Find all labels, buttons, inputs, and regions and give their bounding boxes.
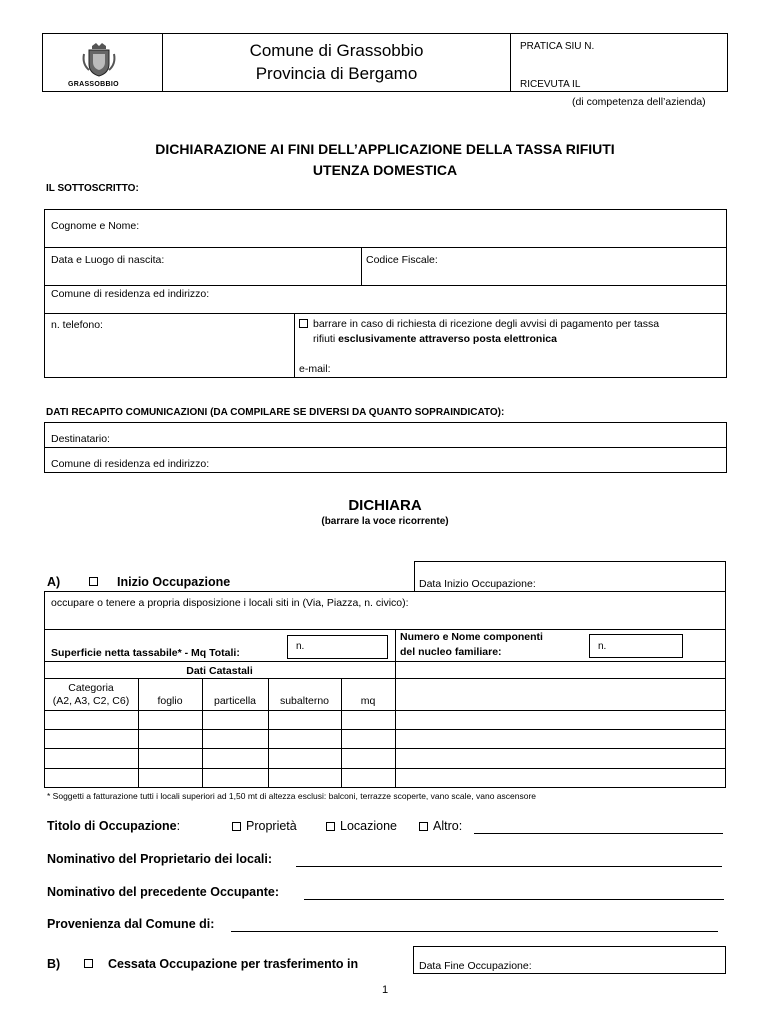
col-categoria: Categoria [68, 682, 114, 694]
telefono-field[interactable]: n. telefono: [51, 319, 103, 331]
proprieta-checkbox[interactable] [232, 822, 241, 831]
section-a-table [44, 591, 726, 788]
row-divider [44, 748, 726, 749]
section-a-letter: A) [47, 575, 61, 589]
form-title-line2: UTENZA DOMESTICA [312, 162, 458, 178]
provenienza-line[interactable] [231, 931, 718, 932]
logo-text: GRASSOBBIO [68, 81, 119, 88]
proprietario-line[interactable] [296, 866, 722, 867]
provenienza-label: Provenienza dal Comune di: [47, 917, 215, 931]
data-inizio-field[interactable]: Data Inizio Occupazione: [419, 578, 536, 590]
page-number: 1 [381, 984, 389, 996]
row-divider [44, 247, 727, 248]
email-checkbox[interactable] [299, 319, 308, 328]
col-divider [294, 313, 295, 378]
componenti-n: n. [598, 641, 607, 652]
row-divider [44, 447, 727, 448]
recapito-label: DATI RECAPITO COMUNICAZIONI (DA COMPILARE SE DIVERSI DA QUANTO SOPRAINDICATO): [46, 407, 505, 418]
dichiara-subtitle: (barrare la voce ricorrente) [321, 516, 449, 527]
titolo-colon: : [176, 819, 181, 833]
col-divider [395, 629, 396, 788]
codice-fiscale-field[interactable]: Codice Fiscale: [366, 254, 438, 266]
sottoscritto-label: IL SOTTOSCRITTO: [46, 183, 139, 194]
col-mq: mq [360, 695, 376, 707]
cessata-occupazione-checkbox[interactable] [84, 959, 93, 968]
indirizzo-locali-field[interactable]: occupare o tenere a propria disposizione i locali siti in (Via, Piazza, n. civico): [51, 597, 409, 609]
locazione-label: Locazione [340, 819, 397, 833]
destinatario-field[interactable]: Destinatario: [51, 433, 110, 445]
inizio-occupazione-title: Inizio Occupazione [117, 575, 231, 589]
cessata-occupazione-title: Cessata Occupazione per trasferimento in [108, 957, 359, 971]
col-foglio: foglio [157, 695, 183, 707]
opt-locazione [326, 819, 397, 833]
dati-catastali-header: Dati Catastali [186, 665, 253, 677]
altro-line[interactable] [474, 833, 723, 834]
altro-label: Altro: [433, 819, 463, 833]
col-divider [361, 247, 362, 285]
col-subalterno: subalterno [279, 695, 330, 707]
row-divider [44, 313, 727, 314]
email-field[interactable]: e-mail: [299, 363, 331, 375]
row-divider [44, 629, 726, 630]
superficie-n: n. [296, 641, 305, 652]
row-divider [44, 768, 726, 769]
dichiara-title: DICHIARA [348, 497, 422, 514]
residenza-field[interactable]: Comune di residenza ed indirizzo: [51, 288, 210, 300]
altro-checkbox[interactable] [419, 822, 428, 831]
section-b-letter: B) [47, 957, 61, 971]
row-divider [44, 710, 726, 711]
row-divider [44, 285, 727, 286]
componenti-label-2: del nucleo familiare: [400, 646, 502, 658]
col-particella: particella [213, 695, 257, 707]
row-divider [44, 678, 726, 679]
recapito-residenza-field[interactable]: Comune di residenza ed indirizzo: [51, 458, 210, 470]
email-option-line2 [313, 333, 557, 345]
titolo-row [47, 819, 180, 833]
coat-of-arms-icon [80, 42, 118, 78]
proprieta-label: Proprietà [246, 819, 297, 833]
opt-altro [419, 819, 462, 833]
inizio-occupazione-checkbox[interactable] [89, 577, 98, 586]
componenti-label-1: Numero e Nome componenti [400, 631, 543, 643]
ricevuta-label: RICEVUTA IL [520, 79, 581, 90]
data-luogo-nascita-field[interactable]: Data e Luogo di nascita: [51, 254, 165, 266]
cognome-nome-field[interactable]: Cognome e Nome: [51, 220, 140, 232]
email-option-text-2a: rifiuti [313, 333, 339, 345]
precedente-label: Nominativo del precedente Occupante: [47, 885, 279, 899]
locazione-checkbox[interactable] [326, 822, 335, 831]
comune-title: Comune di Grassobbio [249, 41, 424, 60]
email-option-text: barrare in caso di richiesta di ricezione degli avvisi di pagamento per tassa [313, 318, 660, 330]
data-fine-field[interactable]: Data Fine Occupazione: [419, 960, 532, 972]
header-divider-2 [510, 33, 511, 92]
superficie-label: Superficie netta tassabile* - Mq Totali: [51, 647, 240, 659]
provincia-title: Provincia di Bergamo [255, 64, 418, 83]
proprietario-label: Nominativo del Proprietario dei locali: [47, 852, 273, 866]
pratica-label: PRATICA SIU N. [520, 41, 595, 52]
row-divider [44, 661, 726, 662]
email-option [299, 318, 659, 330]
email-option-text-2b: esclusivamente attraverso posta elettronica [338, 333, 557, 345]
form-title-line1: DICHIARAZIONE AI FINI DELL’APPLICAZIONE DELLA TASSA RIFIUTI [155, 141, 615, 157]
precedente-line[interactable] [304, 899, 724, 900]
col-categoria-sub: (A2, A3, C2, C6) [52, 695, 130, 707]
row-divider [44, 729, 726, 730]
titolo-label: Titolo di Occupazione [47, 819, 177, 833]
competenza-note: (di competenza dell’azienda) [572, 96, 706, 108]
opt-proprieta [232, 819, 297, 833]
superficie-footnote: * Soggetti a fatturazione tutti i locali superiori ad 1,50 mt di altezza esclusi: balconi, terrazze scoperte, vano scale, vano ascensore [47, 791, 537, 801]
